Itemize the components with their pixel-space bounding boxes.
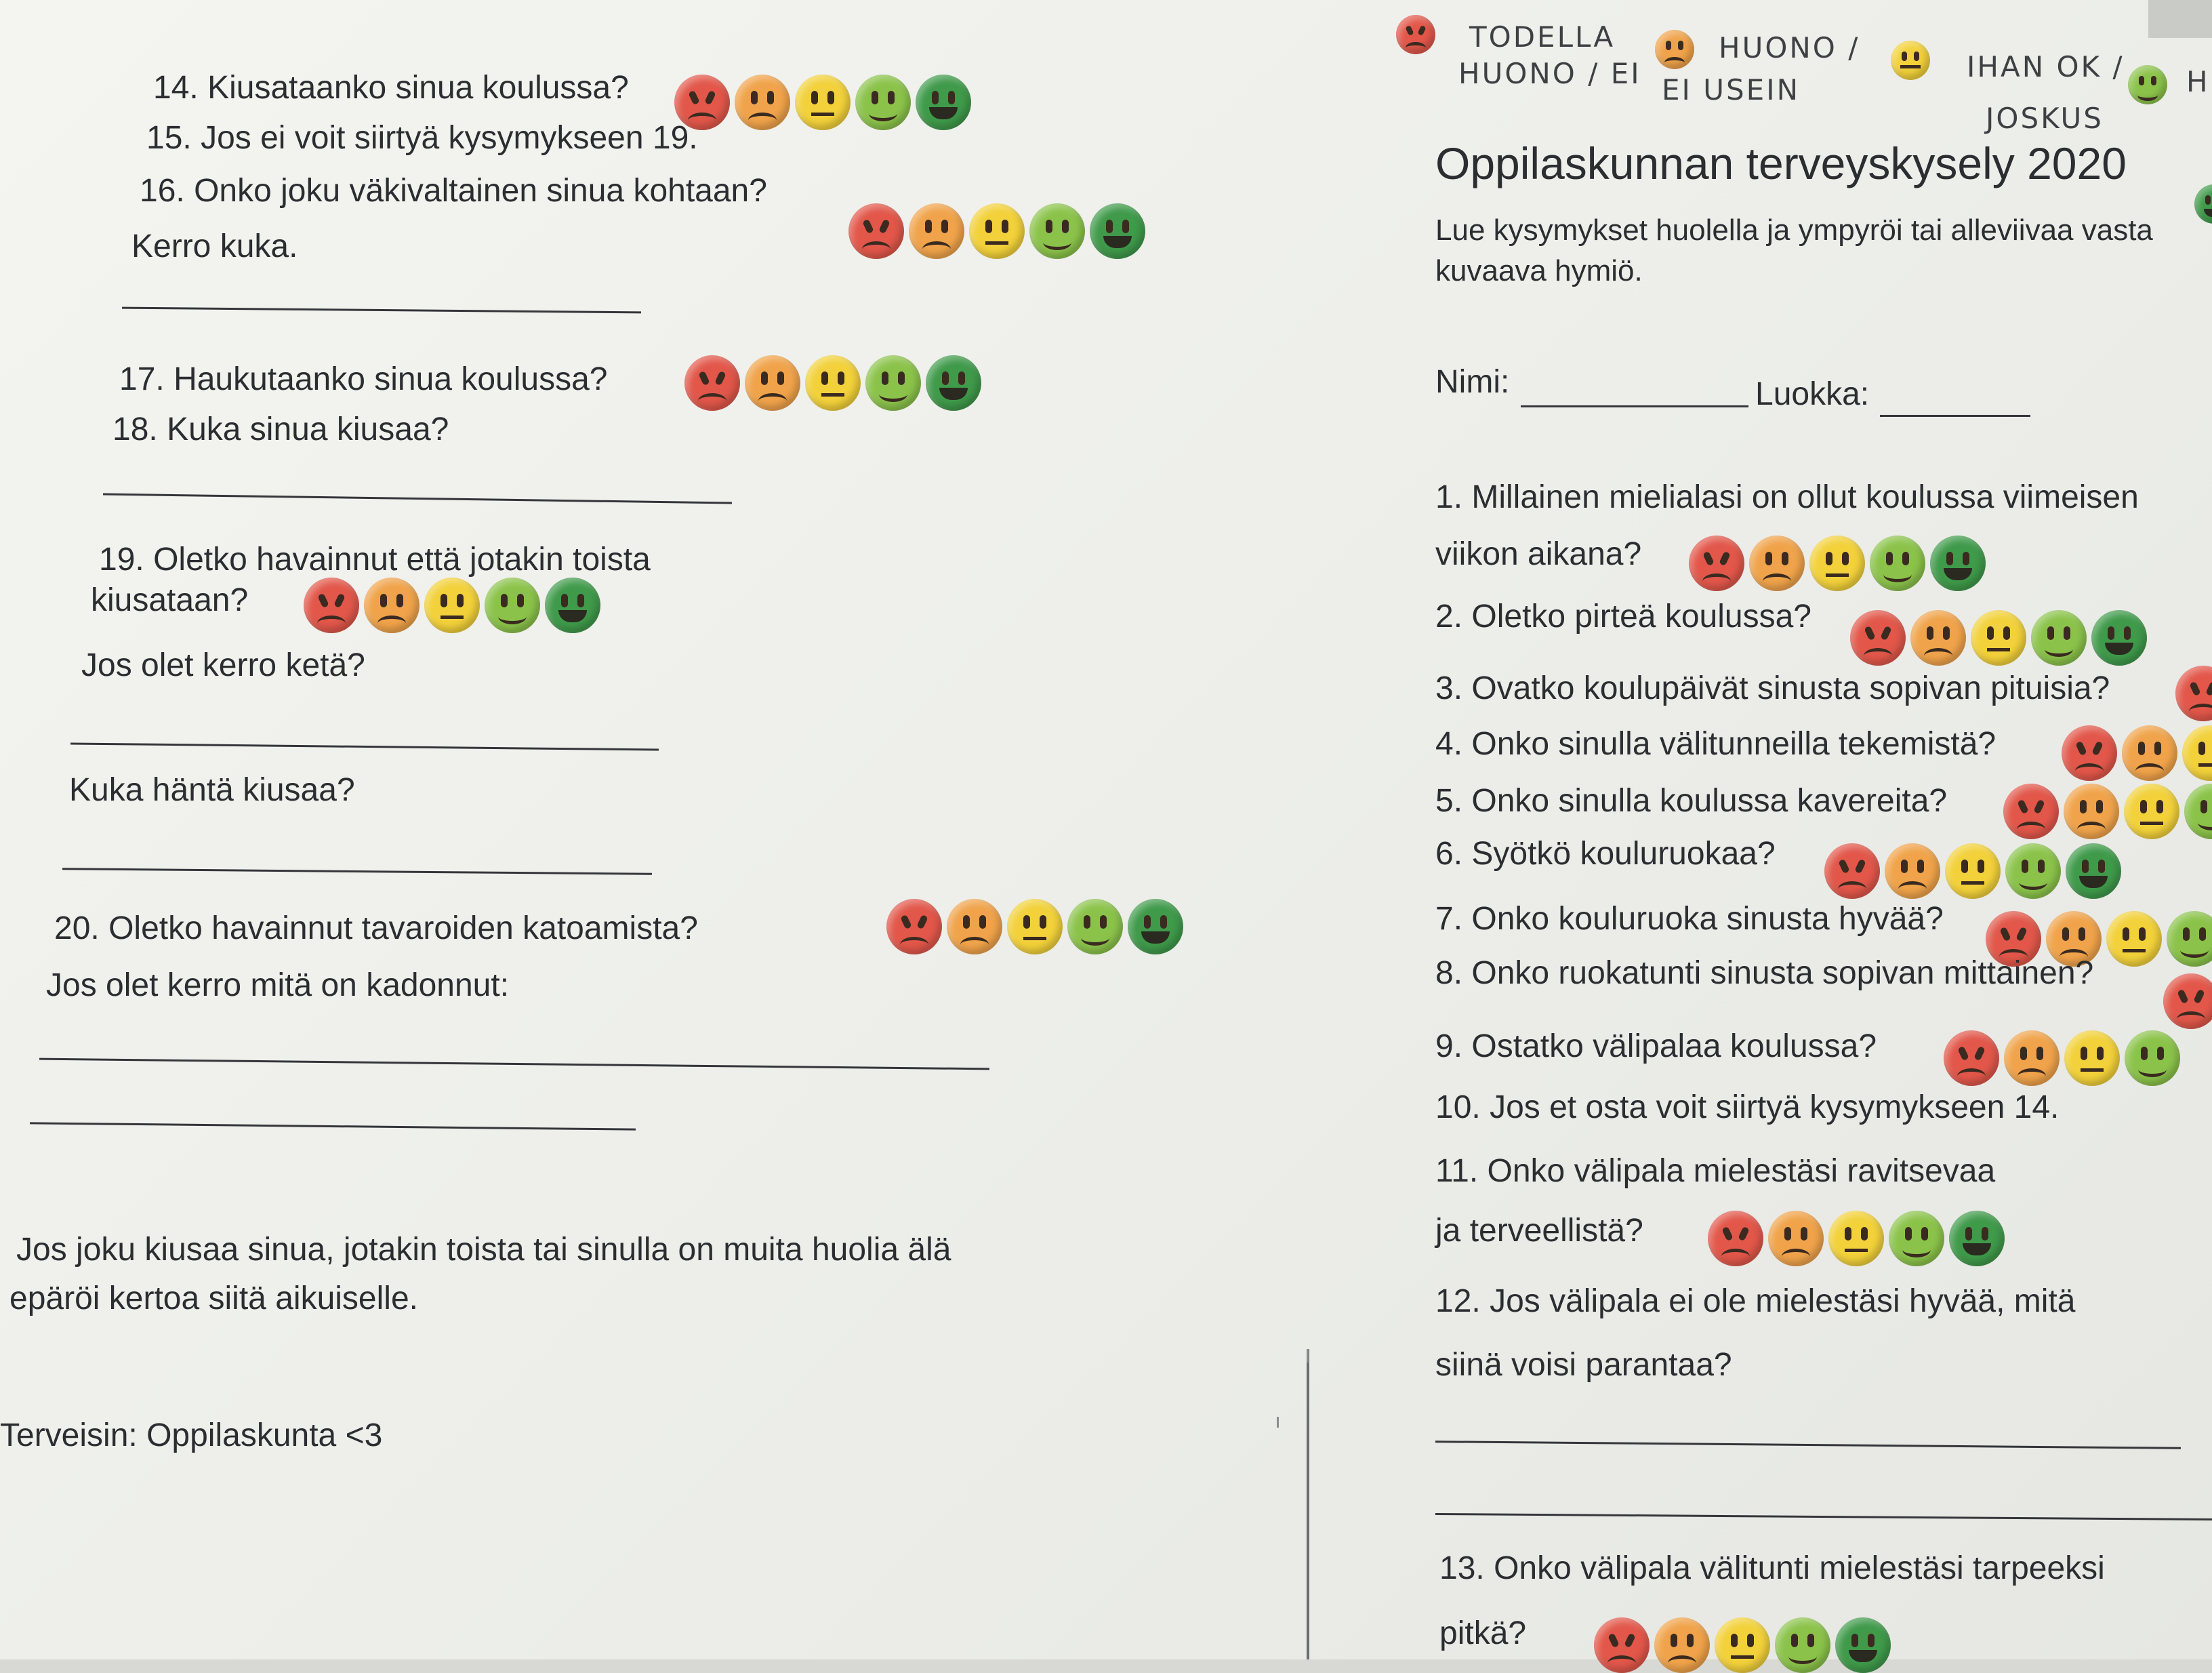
q8-label: 8. Onko ruokatunti sinusta sopivan mittainen? bbox=[1435, 955, 2094, 991]
angry-face-icon[interactable] bbox=[2175, 666, 2212, 721]
sad-face-icon[interactable] bbox=[1885, 843, 1940, 899]
sad-face-icon[interactable] bbox=[2004, 1030, 2060, 1086]
grin-face-icon[interactable] bbox=[1128, 899, 1183, 954]
neutral-face-icon[interactable] bbox=[2124, 784, 2179, 839]
legend-very-bad-line2: HUONO / EI bbox=[1458, 57, 1641, 90]
answer-line[interactable] bbox=[1435, 1440, 2181, 1449]
q9-smileys bbox=[1944, 1030, 2180, 1086]
smile-face-icon[interactable] bbox=[2184, 784, 2212, 839]
smile-face-icon[interactable] bbox=[2005, 843, 2061, 899]
answer-line[interactable] bbox=[103, 493, 732, 504]
q11-label-line1: 11. Onko välipala mielestäsi ravitsevaa bbox=[1435, 1153, 1996, 1189]
sad-face-icon[interactable] bbox=[1768, 1211, 1824, 1266]
grin-face-icon[interactable] bbox=[916, 75, 971, 130]
angry-face-icon[interactable] bbox=[1689, 536, 1744, 591]
legend-ok-line1: IHAN OK / bbox=[1967, 50, 2125, 83]
neutral-face-icon[interactable] bbox=[1809, 536, 1865, 591]
angry-face-icon[interactable] bbox=[1594, 1617, 1650, 1673]
neutral-face-icon[interactable] bbox=[969, 203, 1025, 259]
q14-label: 14. Kiusataanko sinua koulussa? bbox=[153, 70, 629, 106]
answer-line[interactable] bbox=[30, 1122, 636, 1130]
q19-sub2: Kuka häntä kiusaa? bbox=[69, 772, 355, 808]
q3-label: 3. Ovatko koulupäivät sinusta sopivan pituisia? bbox=[1435, 670, 2110, 706]
page-corner bbox=[2148, 0, 2212, 38]
sad-face-icon[interactable] bbox=[2064, 784, 2119, 839]
neutral-face-icon[interactable] bbox=[2182, 725, 2212, 781]
angry-face-icon[interactable] bbox=[2003, 784, 2059, 839]
grin-face-icon[interactable] bbox=[545, 578, 600, 633]
q17-smileys bbox=[684, 355, 981, 411]
fold-tick bbox=[1277, 1417, 1279, 1428]
angry-face-icon[interactable] bbox=[2163, 973, 2212, 1029]
legend-sad-face-icon bbox=[1655, 30, 1694, 69]
answer-line[interactable] bbox=[122, 307, 641, 314]
angry-face-icon[interactable] bbox=[1944, 1030, 1999, 1086]
legend-good-fragment: H bbox=[2186, 65, 2210, 98]
neutral-face-icon[interactable] bbox=[2064, 1030, 2120, 1086]
neutral-face-icon[interactable] bbox=[795, 75, 851, 130]
q16-smileys bbox=[848, 203, 1145, 259]
smile-face-icon[interactable] bbox=[2031, 610, 2087, 666]
q16-sub: Kerro kuka. bbox=[131, 228, 298, 264]
grin-face-icon[interactable] bbox=[1090, 203, 1145, 259]
grin-face-icon[interactable] bbox=[926, 355, 981, 411]
q19-sub1: Jos olet kerro ketä? bbox=[81, 647, 365, 683]
q13-smileys bbox=[1594, 1617, 1891, 1673]
smile-face-icon[interactable] bbox=[1067, 899, 1123, 954]
answer-line[interactable] bbox=[70, 742, 659, 750]
legend-smile-face-icon bbox=[2128, 65, 2167, 104]
angry-face-icon[interactable] bbox=[848, 203, 904, 259]
q19-smileys bbox=[304, 578, 600, 633]
q6-smileys bbox=[1824, 843, 2121, 899]
q5-smileys bbox=[2003, 784, 2212, 839]
angry-face-icon[interactable] bbox=[1850, 610, 1906, 666]
q2-smileys bbox=[1850, 610, 2147, 666]
sad-face-icon[interactable] bbox=[1749, 536, 1805, 591]
answer-line[interactable] bbox=[1435, 1513, 2212, 1520]
q4-label: 4. Onko sinulla välitunneilla tekemistä? bbox=[1435, 726, 1996, 762]
q12-label-line2: siinä voisi parantaa? bbox=[1435, 1347, 1732, 1383]
sad-face-icon[interactable] bbox=[1910, 610, 1966, 666]
neutral-face-icon[interactable] bbox=[1971, 610, 2026, 666]
angry-face-icon[interactable] bbox=[1824, 843, 1880, 899]
q18-label: 18. Kuka sinua kiusaa? bbox=[112, 411, 449, 447]
sad-face-icon[interactable] bbox=[745, 355, 800, 411]
legend-bad-line1: HUONO / bbox=[1719, 31, 1860, 64]
closing-line1: Jos joku kiusaa sinua, jotakin toista tai sinulla on muita huolia älä bbox=[16, 1232, 951, 1268]
answer-line[interactable] bbox=[62, 868, 652, 875]
sad-face-icon[interactable] bbox=[2122, 725, 2177, 781]
smile-face-icon[interactable] bbox=[865, 355, 921, 411]
legend-very-bad-line1: TODELLA bbox=[1469, 20, 1616, 54]
neutral-face-icon[interactable] bbox=[2106, 911, 2162, 967]
title-grin-face-icon bbox=[2194, 184, 2212, 224]
q11-label-line2: ja terveellistä? bbox=[1435, 1213, 1643, 1249]
closing-line2: epäröi kertoa siitä aikuiselle. bbox=[9, 1281, 418, 1316]
sad-face-icon[interactable] bbox=[735, 75, 790, 130]
smile-face-icon[interactable] bbox=[1889, 1211, 1944, 1266]
neutral-face-icon[interactable] bbox=[424, 578, 480, 633]
page-title: Oppilaskunnan terveyskysely 2020 bbox=[1435, 138, 2127, 188]
sad-face-icon[interactable] bbox=[947, 899, 1002, 954]
angry-face-icon[interactable] bbox=[1708, 1211, 1763, 1266]
smile-face-icon[interactable] bbox=[1775, 1617, 1830, 1673]
q7-label: 7. Onko kouluruoka sinusta hyvää? bbox=[1435, 901, 1944, 937]
q13-label-line1: 13. Onko välipala välitunti mielestäsi tarpeeksi bbox=[1439, 1550, 2105, 1586]
name-label: Nimi: bbox=[1435, 364, 1510, 400]
grin-face-icon[interactable] bbox=[2091, 610, 2147, 666]
q1-label-line2: viikon aikana? bbox=[1435, 536, 1642, 572]
name-field[interactable] bbox=[1521, 405, 1748, 407]
signature: Terveisin: Oppilaskunta <3 bbox=[0, 1417, 383, 1453]
neutral-face-icon[interactable] bbox=[1828, 1211, 1884, 1266]
legend-angry-face-icon bbox=[1396, 15, 1435, 54]
legend-ok-line2: JOSKUS bbox=[1986, 102, 2104, 135]
q12-label-line1: 12. Jos välipala ei ole mielestäsi hyvää, mitä bbox=[1435, 1283, 2076, 1319]
legend-bad-line2: EI USEIN bbox=[1662, 73, 1801, 106]
legend-neutral-face-icon bbox=[1891, 41, 1930, 80]
q13-label-line2: pitkä? bbox=[1439, 1615, 1527, 1651]
smile-face-icon[interactable] bbox=[2125, 1030, 2180, 1086]
fold-tick bbox=[1307, 1349, 1309, 1363]
q11-smileys bbox=[1708, 1211, 2005, 1266]
angry-face-icon[interactable] bbox=[684, 355, 740, 411]
smile-face-icon[interactable] bbox=[1029, 203, 1085, 259]
instructions-line2: kuvaava hymiö. bbox=[1435, 254, 1643, 287]
q17-label: 17. Haukutaanko sinua koulussa? bbox=[119, 361, 608, 397]
smile-face-icon[interactable] bbox=[855, 75, 911, 130]
neutral-face-icon[interactable] bbox=[1715, 1617, 1770, 1673]
page-fold bbox=[1307, 1349, 1309, 1659]
neutral-face-icon[interactable] bbox=[805, 355, 861, 411]
neutral-face-icon[interactable] bbox=[1007, 899, 1063, 954]
q14-smileys bbox=[674, 75, 971, 130]
q6-label: 6. Syötkö kouluruokaa? bbox=[1435, 836, 1776, 872]
q1-smileys bbox=[1689, 536, 1986, 591]
q19-label-line1: 19. Oletko havainnut että jotakin toista bbox=[99, 542, 651, 578]
q10-label: 10. Jos et osta voit siirtyä kysymykseen 14. bbox=[1435, 1089, 2060, 1125]
grin-face-icon[interactable] bbox=[1930, 536, 1986, 591]
angry-face-icon[interactable] bbox=[886, 899, 942, 954]
q19-label-line2: kiusataan? bbox=[91, 582, 249, 618]
smile-face-icon[interactable] bbox=[2167, 911, 2212, 967]
grin-face-icon[interactable] bbox=[1835, 1617, 1891, 1673]
q15-label: 15. Jos ei voit siirtyä kysymykseen 19. bbox=[146, 120, 698, 156]
class-label: Luokka: bbox=[1755, 376, 1870, 412]
neutral-face-icon[interactable] bbox=[1945, 843, 2001, 899]
smile-face-icon[interactable] bbox=[485, 578, 540, 633]
q20-sub: Jos olet kerro mitä on kadonnut: bbox=[46, 967, 510, 1003]
q9-label: 9. Ostatko välipalaa koulussa? bbox=[1435, 1028, 1877, 1064]
q1-label-line1: 1. Millainen mielialasi on ollut koulussa viimeisen bbox=[1435, 479, 2139, 515]
q4-smileys bbox=[2062, 725, 2212, 781]
answer-line[interactable] bbox=[39, 1058, 989, 1070]
q5-label: 5. Onko sinulla koulussa kavereita? bbox=[1435, 783, 1948, 819]
sad-face-icon[interactable] bbox=[364, 578, 419, 633]
class-field[interactable] bbox=[1880, 415, 2030, 417]
q16-label: 16. Onko joku väkivaltainen sinua kohtaan? bbox=[140, 173, 767, 209]
angry-face-icon[interactable] bbox=[2062, 725, 2117, 781]
sad-face-icon[interactable] bbox=[1654, 1617, 1710, 1673]
instructions-line1: Lue kysymykset huolella ja ympyröi tai alleviivaa vasta bbox=[1435, 214, 2153, 247]
grin-face-icon[interactable] bbox=[2066, 843, 2121, 899]
q20-label: 20. Oletko havainnut tavaroiden katoamista? bbox=[54, 910, 698, 946]
sad-face-icon[interactable] bbox=[909, 203, 964, 259]
smile-face-icon[interactable] bbox=[1870, 536, 1925, 591]
grin-face-icon[interactable] bbox=[1949, 1211, 2005, 1266]
q20-smileys bbox=[886, 899, 1183, 954]
angry-face-icon[interactable] bbox=[304, 578, 359, 633]
q2-label: 2. Oletko pirteä koulussa? bbox=[1435, 599, 1811, 634]
